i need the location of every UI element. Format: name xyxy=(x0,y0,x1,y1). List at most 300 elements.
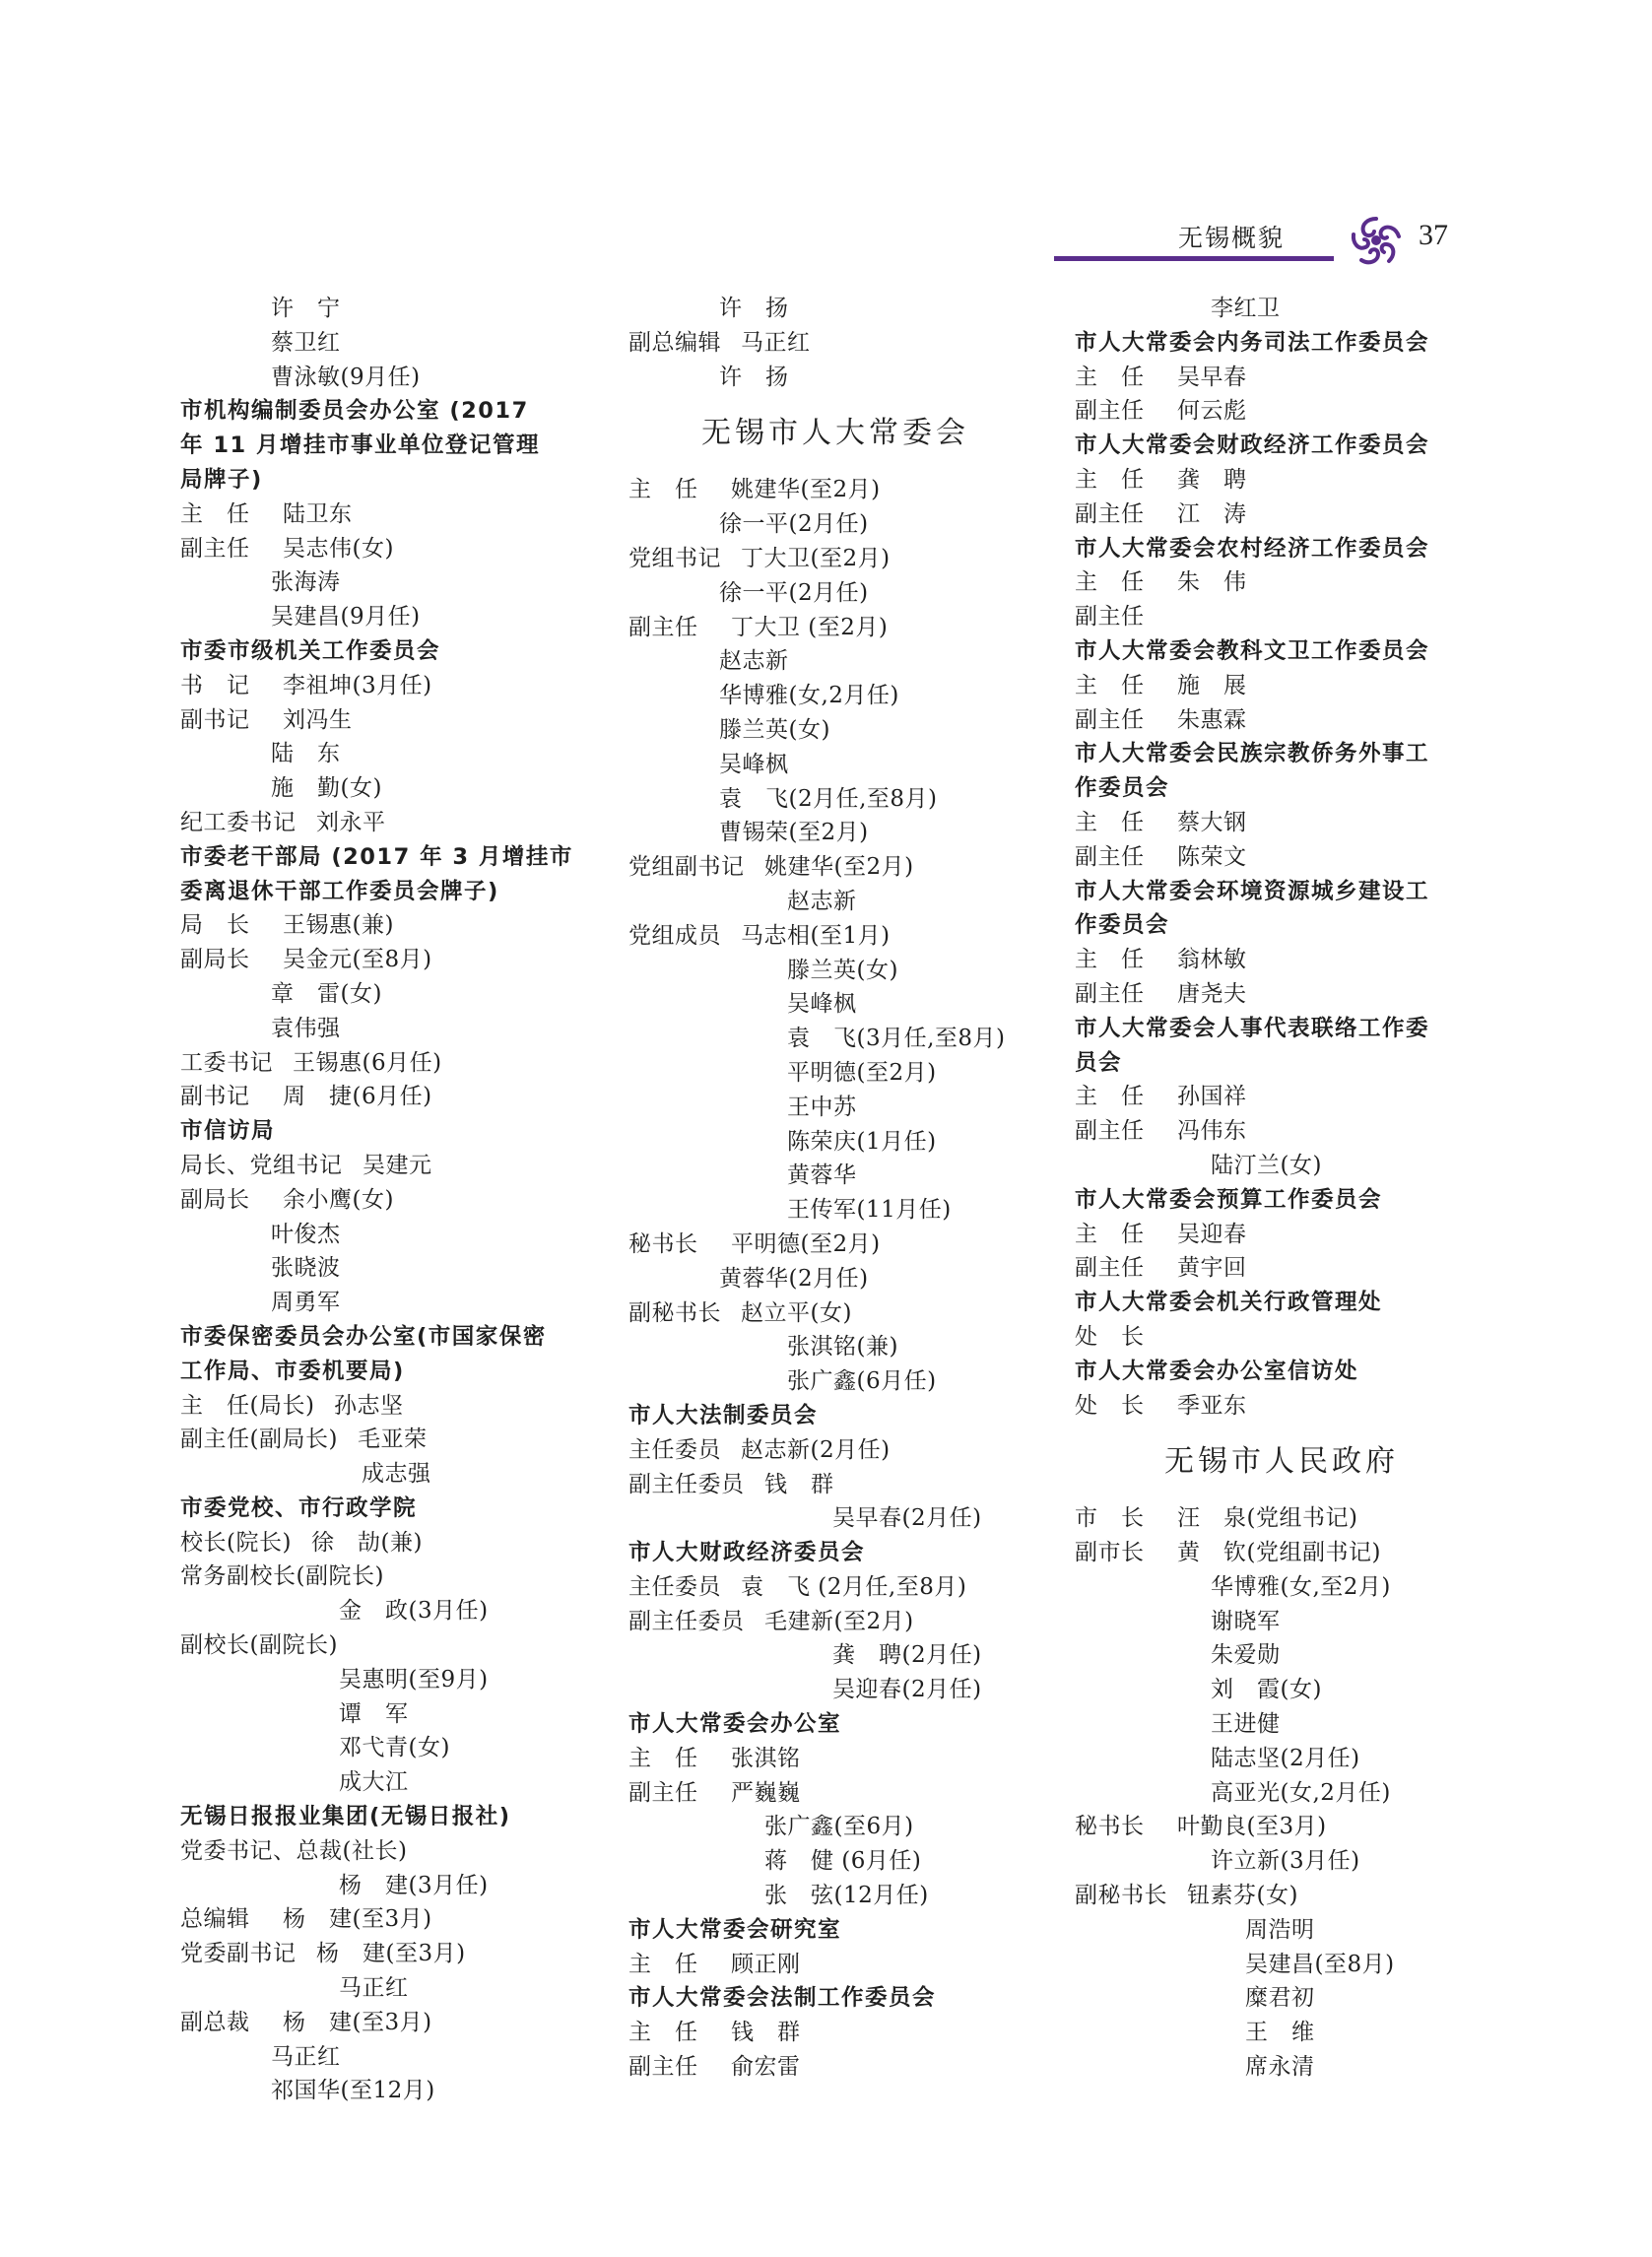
person-entry xyxy=(1075,1080,1488,1114)
position-title: 副主任 xyxy=(1075,604,1145,631)
person-entry xyxy=(180,532,604,566)
person-entry xyxy=(628,473,1042,507)
person-entry xyxy=(180,1012,604,1046)
person-name: 曹锡荣(至2月) xyxy=(719,820,869,846)
person-name: 蒋 健 (6月任) xyxy=(764,1848,922,1875)
person-name: 吴迎春(2月任) xyxy=(832,1677,982,1703)
person-entry xyxy=(180,1080,604,1114)
person-entry xyxy=(180,943,604,977)
org-name: 市机构编制委员会办公室 (2017 xyxy=(180,398,529,425)
position-title: 主 任 xyxy=(180,500,250,527)
person-name: 袁 飞(3月任,至8月) xyxy=(787,1026,1006,1052)
org-heading xyxy=(1075,634,1488,669)
person-entry xyxy=(628,361,1042,395)
person-name: 袁 飞 (2月任,至8月) xyxy=(741,1573,967,1600)
person-entry xyxy=(1075,669,1488,703)
person-entry xyxy=(180,1937,604,1971)
position-title: 副主任 xyxy=(1075,980,1145,1007)
person-name: 糜君初 xyxy=(1245,1985,1315,2012)
org-name: 市人大常委会办公室信访处 xyxy=(1075,1358,1359,1384)
person-name: 朱惠霖 xyxy=(1177,706,1247,733)
person-name: 袁 飞(2月任,至8月) xyxy=(719,785,938,812)
person-name: 袁伟强 xyxy=(271,1015,341,1041)
person-name: 黄 钦(党组副书记) xyxy=(1177,1540,1381,1566)
person-name: 蔡大钢 xyxy=(1177,809,1247,835)
person-entry xyxy=(180,1218,604,1252)
person-name: 华博雅(女,至2月) xyxy=(1211,1573,1391,1600)
position-title: 党组书记 xyxy=(628,545,721,571)
page-number: 37 xyxy=(1419,219,1448,251)
person-name: 钱 群 xyxy=(764,1471,834,1497)
position-title: 纪工委书记 xyxy=(180,809,297,835)
position-title: 处 长 xyxy=(1075,1392,1145,1419)
person-name: 张淇铭(兼) xyxy=(787,1334,898,1361)
person-entry xyxy=(628,507,1042,542)
position-title: 副主任 xyxy=(628,614,698,640)
person-name: 谭 军 xyxy=(339,1700,409,1727)
position-title: 主 任 xyxy=(1075,672,1145,698)
person-entry xyxy=(180,1457,604,1492)
position-title: 主 任 xyxy=(628,1745,698,1771)
person-name: 季亚东 xyxy=(1177,1392,1247,1419)
person-entry xyxy=(1075,1218,1488,1252)
position-title: 局长、党组书记 xyxy=(180,1152,343,1178)
person-name: 丁大卫(至2月) xyxy=(741,545,891,571)
person-name: 滕兰英(女) xyxy=(787,957,898,983)
person-entry xyxy=(180,1628,604,1663)
person-name: 陆卫东 xyxy=(283,500,353,527)
org-name: 市人大常委会研究室 xyxy=(628,1916,842,1943)
person-name: 叶俊杰 xyxy=(271,1221,341,1247)
position-title: 副主任委员 xyxy=(628,1608,745,1634)
position-title: 副主任 xyxy=(1075,843,1145,870)
position-title: 主 任 xyxy=(1075,569,1145,596)
position-title: 副主任 xyxy=(1075,500,1145,527)
position-title: 副书记 xyxy=(180,706,250,733)
person-name: 孙国祥 xyxy=(1177,1084,1247,1110)
person-name: 钮素芬(女) xyxy=(1187,1883,1298,1909)
person-entry xyxy=(1075,1501,1488,1536)
person-entry xyxy=(1075,2050,1488,2085)
person-entry xyxy=(1075,1149,1488,1183)
person-entry xyxy=(180,669,604,703)
org-heading xyxy=(1075,1046,1488,1081)
org-heading xyxy=(1075,1286,1488,1320)
org-heading xyxy=(628,1399,1042,1433)
org-heading xyxy=(180,1320,604,1355)
person-name: 邓弋青(女) xyxy=(339,1735,450,1761)
org-heading xyxy=(628,1536,1042,1570)
position-title: 主 任 xyxy=(1075,364,1145,390)
person-name: 张晓波 xyxy=(271,1255,341,1282)
org-heading xyxy=(1075,1012,1488,1046)
position-title: 主 任 xyxy=(628,2020,698,2046)
position-title: 党委书记、总裁(社长) xyxy=(180,1837,408,1864)
person-name: 何云彪 xyxy=(1177,398,1247,425)
position-title: 主 任 xyxy=(1075,466,1145,493)
org-name: 市人大常委会环境资源城乡建设工 xyxy=(1075,878,1430,904)
person-entry xyxy=(628,885,1042,919)
person-name: 许立新(3月任) xyxy=(1211,1848,1360,1875)
org-name: 市人大常委会内务司法工作委员会 xyxy=(1075,329,1430,356)
person-entry xyxy=(180,2040,604,2075)
org-name: 委离退休干部工作委员会牌子) xyxy=(180,878,499,904)
person-entry xyxy=(628,748,1042,782)
org-name: 市委保密委员会办公室(市国家保密 xyxy=(180,1323,547,1350)
person-name: 马志相(至1月) xyxy=(741,922,891,949)
position-title: 副秘书长 xyxy=(1075,1883,1167,1909)
person-entry xyxy=(628,1501,1042,1536)
person-entry xyxy=(1075,1673,1488,1707)
person-entry xyxy=(628,1638,1042,1673)
person-name: 王中苏 xyxy=(787,1094,857,1120)
person-entry xyxy=(1075,1742,1488,1776)
person-entry xyxy=(1075,806,1488,840)
person-name: 冯伟东 xyxy=(1177,1118,1247,1145)
position-title: 副主任 xyxy=(1075,706,1145,733)
org-name: 市人大常委会农村经济工作委员会 xyxy=(1075,535,1430,562)
person-entry xyxy=(628,1948,1042,1982)
org-name: 市人大财政经济委员会 xyxy=(628,1540,866,1566)
position-title: 处 长 xyxy=(1075,1323,1145,1350)
person-name: 杨 建(至3月) xyxy=(283,1906,432,1933)
person-name: 叶勤良(至3月) xyxy=(1177,1814,1327,1840)
position-title: 党委副书记 xyxy=(180,1941,297,1967)
person-name: 许 扬 xyxy=(719,296,789,321)
position-title: 主 任 xyxy=(628,477,698,503)
person-name: 周勇军 xyxy=(271,1290,341,1316)
org-name: 无锡日报报业集团(无锡日报社) xyxy=(180,1804,511,1830)
person-entry xyxy=(628,1810,1042,1844)
person-name: 蔡卫红 xyxy=(271,329,341,356)
person-entry xyxy=(628,1159,1042,1193)
person-entry xyxy=(1075,498,1488,532)
person-name: 席永清 xyxy=(1245,2054,1315,2081)
person-name: 徐一平(2月任) xyxy=(719,579,869,606)
person-name: 俞宏雷 xyxy=(731,2054,801,2081)
person-entry xyxy=(180,1834,604,1869)
person-entry xyxy=(1075,977,1488,1012)
person-name: 赵立平(女) xyxy=(741,1299,852,1326)
person-name: 姚建华(至2月) xyxy=(731,477,881,503)
person-entry xyxy=(628,326,1042,361)
person-entry xyxy=(1075,1776,1488,1811)
person-entry xyxy=(628,611,1042,645)
person-entry xyxy=(180,1286,604,1320)
person-name: 陆 东 xyxy=(271,741,341,767)
position-title: 副局长 xyxy=(180,947,250,973)
position-title: 副总编辑 xyxy=(628,329,721,356)
person-entry xyxy=(628,1022,1042,1056)
person-entry xyxy=(628,1056,1042,1091)
person-entry xyxy=(628,987,1042,1022)
person-entry xyxy=(628,1330,1042,1364)
person-name: 吴惠明(至9月) xyxy=(339,1666,489,1693)
position-title: 主 任 xyxy=(1075,809,1145,835)
person-entry xyxy=(1075,1810,1488,1844)
person-name: 赵志新(2月任) xyxy=(741,1436,891,1463)
person-name: 施 勤(女) xyxy=(271,775,382,802)
position-title: 书 记 xyxy=(180,672,250,698)
org-name: 市委老干部局 (2017 年 3 月增挂市 xyxy=(180,843,573,870)
org-name: 员会 xyxy=(1075,1049,1123,1076)
person-entry xyxy=(1075,1114,1488,1149)
person-entry xyxy=(628,1228,1042,1262)
person-entry xyxy=(180,565,604,600)
page-header xyxy=(1054,207,1468,266)
person-name: 吴早春(2月任) xyxy=(832,1505,982,1532)
org-name: 工作局、市委机要局) xyxy=(180,1358,405,1384)
position-title: 副主任 xyxy=(628,1779,698,1806)
person-name: 马正红 xyxy=(339,1975,409,2002)
position-title: 主任委员 xyxy=(628,1436,721,1463)
column-2 xyxy=(628,292,1042,2085)
person-entry xyxy=(628,542,1042,576)
org-heading xyxy=(180,1114,604,1149)
person-name: 赵志新 xyxy=(787,888,857,914)
org-heading xyxy=(1075,908,1488,943)
org-heading xyxy=(180,875,604,909)
person-name: 毛建新(至2月) xyxy=(764,1608,914,1634)
person-name: 朱 伟 xyxy=(1177,569,1247,596)
position-title: 主任委员 xyxy=(628,1573,721,1600)
position-title: 局 长 xyxy=(180,912,250,939)
person-name: 余小鹰(女) xyxy=(283,1186,394,1213)
person-entry xyxy=(180,977,604,1012)
position-title: 副主任(副局长) xyxy=(180,1427,338,1453)
org-heading xyxy=(180,1800,604,1834)
person-name: 陈荣庆(1月任) xyxy=(787,1128,937,1155)
person-name: 严巍巍 xyxy=(731,1779,801,1806)
person-entry xyxy=(1075,1707,1488,1742)
person-name: 吴峰枫 xyxy=(719,751,789,777)
org-heading xyxy=(180,634,604,669)
person-name: 唐尧夫 xyxy=(1177,980,1247,1007)
position-title: 主 任 xyxy=(1075,1221,1145,1247)
person-name: 周浩明 xyxy=(1245,1916,1315,1943)
section-title: 无锡市人民政府 xyxy=(1164,1444,1399,1480)
person-entry xyxy=(180,1869,604,1903)
position-title: 副主任 xyxy=(1075,1255,1145,1282)
person-name: 平明德(至2月) xyxy=(731,1230,881,1257)
person-entry xyxy=(628,1091,1042,1125)
org-name: 市人大常委会预算工作委员会 xyxy=(1075,1186,1383,1213)
person-name: 王锡惠(6月任) xyxy=(293,1049,442,1076)
org-name: 作委员会 xyxy=(1075,775,1170,802)
person-entry xyxy=(628,1125,1042,1160)
person-entry xyxy=(628,576,1042,611)
person-entry xyxy=(1075,565,1488,600)
person-entry xyxy=(180,1560,604,1594)
person-name: 周 捷(6月任) xyxy=(283,1084,432,1110)
person-entry xyxy=(628,1776,1042,1811)
person-entry xyxy=(628,2050,1042,2085)
position-title: 秘书长 xyxy=(1075,1814,1145,1840)
person-entry xyxy=(628,1262,1042,1296)
person-name: 毛亚荣 xyxy=(358,1427,428,1453)
org-name: 作委员会 xyxy=(1075,912,1170,939)
org-heading xyxy=(1075,1355,1488,1389)
position-title: 常务副校长(副院长) xyxy=(180,1563,384,1590)
position-title: 副总裁 xyxy=(180,2009,250,2035)
person-name: 江 涛 xyxy=(1177,500,1247,527)
org-heading xyxy=(180,463,604,498)
person-name: 赵志新 xyxy=(719,648,789,675)
person-entry xyxy=(1075,840,1488,875)
person-entry xyxy=(180,326,604,361)
person-entry xyxy=(628,782,1042,817)
org-name: 市人大常委会法制工作委员会 xyxy=(628,1985,937,2012)
org-name: 市人大常委会教科文卫工作委员会 xyxy=(1075,637,1430,664)
person-name: 曹泳敏(9月任) xyxy=(271,364,421,390)
person-name: 高亚光(女,2月任) xyxy=(1211,1779,1391,1806)
person-entry xyxy=(180,1046,604,1081)
person-name: 吴迎春 xyxy=(1177,1221,1247,1247)
org-name: 市委党校、市行政学院 xyxy=(180,1494,418,1521)
person-entry xyxy=(628,1844,1042,1879)
person-entry xyxy=(628,850,1042,885)
section-title: 无锡市人大常委会 xyxy=(701,416,969,451)
org-name: 市人大常委会办公室 xyxy=(628,1711,842,1738)
person-entry xyxy=(628,954,1042,988)
position-title: 市 长 xyxy=(1075,1505,1145,1532)
person-name: 吴早春 xyxy=(1177,364,1247,390)
person-entry xyxy=(1075,1638,1488,1673)
person-entry xyxy=(1075,1948,1488,1982)
person-name: 徐 劼(兼) xyxy=(311,1529,423,1556)
person-entry xyxy=(180,2006,604,2040)
person-name: 许 宁 xyxy=(271,296,341,321)
org-heading xyxy=(1075,326,1488,361)
person-entry xyxy=(180,1251,604,1286)
person-name: 金 政(3月任) xyxy=(339,1598,489,1625)
person-entry xyxy=(628,1433,1042,1468)
org-heading xyxy=(628,1981,1042,2016)
person-name: 王 维 xyxy=(1245,2020,1315,2046)
person-name: 祁国华(至12月) xyxy=(271,2078,435,2104)
person-entry xyxy=(180,1663,604,1697)
person-name: 陆志坚(2月任) xyxy=(1211,1745,1360,1771)
org-heading xyxy=(1075,532,1488,566)
position-title: 副主任 xyxy=(180,535,250,562)
person-name: 成志强 xyxy=(362,1461,431,1488)
person-entry xyxy=(1075,1320,1488,1355)
person-entry xyxy=(180,361,604,395)
org-heading xyxy=(1075,429,1488,463)
person-name: 汪 泉(党组书记) xyxy=(1177,1505,1358,1532)
person-entry xyxy=(628,919,1042,954)
person-entry xyxy=(628,1364,1042,1399)
person-entry xyxy=(180,1765,604,1800)
header-rule xyxy=(1054,256,1334,261)
person-entry xyxy=(628,1468,1042,1502)
position-title: 秘书长 xyxy=(628,1230,698,1257)
org-name: 市人大常委会财政经济工作委员会 xyxy=(1075,432,1430,459)
person-entry xyxy=(1075,1570,1488,1605)
person-entry xyxy=(628,1570,1042,1605)
person-name: 刘永平 xyxy=(316,809,386,835)
person-name: 李红卫 xyxy=(1211,296,1281,321)
person-entry xyxy=(628,679,1042,713)
person-entry xyxy=(628,644,1042,679)
person-name: 刘 霞(女) xyxy=(1211,1677,1322,1703)
person-name: 杨 建(至3月) xyxy=(283,2009,432,2035)
person-entry xyxy=(1075,361,1488,395)
person-entry xyxy=(180,806,604,840)
position-title: 副局长 xyxy=(180,1186,250,1213)
position-title: 党组副书记 xyxy=(628,854,745,881)
position-title: 副主任 xyxy=(1075,1118,1145,1145)
position-title: 主 任 xyxy=(1075,1084,1145,1110)
org-name: 市委市级机关工作委员会 xyxy=(180,637,441,664)
person-entry xyxy=(180,1971,604,2006)
person-name: 吴建昌(至8月) xyxy=(1245,1951,1395,1977)
org-name: 市信访局 xyxy=(180,1118,276,1145)
person-name: 成大江 xyxy=(339,1769,409,1796)
person-entry xyxy=(180,703,604,738)
position-title: 校长(院长) xyxy=(180,1529,292,1556)
org-heading xyxy=(628,1707,1042,1742)
org-name: 市人大常委会机关行政管理处 xyxy=(1075,1290,1383,1316)
person-entry xyxy=(628,1742,1042,1776)
person-name: 王进健 xyxy=(1211,1711,1281,1738)
person-name: 张淇铭 xyxy=(731,1745,801,1771)
person-name: 黄蓉华(2月任) xyxy=(719,1265,869,1292)
org-heading xyxy=(1075,875,1488,909)
person-entry xyxy=(180,1731,604,1765)
position-title: 副校长(副院长) xyxy=(180,1632,338,1659)
person-name: 黄宇回 xyxy=(1177,1255,1247,1282)
person-entry xyxy=(180,498,604,532)
person-name: 王锡惠(兼) xyxy=(283,912,394,939)
person-name: 许 扬 xyxy=(719,364,789,390)
person-entry xyxy=(180,1902,604,1937)
person-entry xyxy=(1075,1605,1488,1639)
org-heading xyxy=(1075,771,1488,806)
person-entry xyxy=(180,1526,604,1560)
position-title: 主 任 xyxy=(628,1951,698,1977)
org-name: 市人大常委会民族宗教侨务外事工 xyxy=(1075,741,1430,767)
person-name: 徐一平(2月任) xyxy=(719,511,869,538)
org-name: 局牌子) xyxy=(180,466,263,493)
person-name: 龚 聘 xyxy=(1177,466,1247,493)
person-name: 施 展 xyxy=(1177,672,1247,698)
person-name: 龚 聘(2月任) xyxy=(832,1642,982,1669)
person-name: 刘冯生 xyxy=(283,706,353,733)
person-entry xyxy=(1075,1389,1488,1424)
wuxi-emblem-icon xyxy=(1348,213,1405,266)
position-title: 副市长 xyxy=(1075,1540,1145,1566)
person-entry xyxy=(628,292,1042,326)
person-entry xyxy=(180,292,604,326)
person-name: 张海涛 xyxy=(271,569,341,596)
org-heading xyxy=(1075,1183,1488,1218)
person-name: 陈荣文 xyxy=(1177,843,1247,870)
person-entry xyxy=(180,908,604,943)
position-title: 主 任(局长) xyxy=(180,1392,315,1419)
person-name: 孙志坚 xyxy=(334,1392,404,1419)
person-name: 谢晓军 xyxy=(1211,1608,1281,1634)
person-name: 吴金元(至8月) xyxy=(283,947,432,973)
person-name: 翁林敏 xyxy=(1177,947,1247,973)
column-3 xyxy=(1075,292,1488,2085)
person-name: 张广鑫(6月任) xyxy=(787,1368,937,1395)
person-name: 吴建昌(9月任) xyxy=(271,604,421,631)
person-entry xyxy=(628,1673,1042,1707)
person-name: 张广鑫(至6月) xyxy=(764,1814,914,1840)
running-title: 无锡概貌 xyxy=(1177,224,1285,252)
person-entry xyxy=(1075,463,1488,498)
